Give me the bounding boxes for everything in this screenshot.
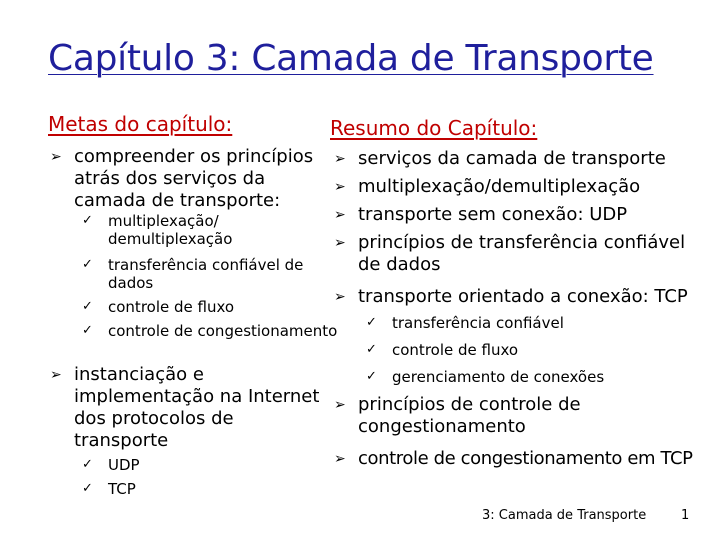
checkmark-bullet-icon: ✓	[366, 342, 377, 357]
checkmark-bullet-icon: ✓	[366, 315, 377, 330]
checkmark-bullet-icon: ✓	[82, 323, 93, 338]
arrow-bullet-icon: ➢	[50, 149, 62, 165]
left-bullet-1: ➢ compreender os princípios atrás dos serviços da camada de transporte:	[50, 146, 314, 211]
left-bullet-2: ➢ instanciação e implementação na Internet dos protocolos de transporte	[50, 364, 320, 451]
checkmark-bullet-icon: ✓	[82, 457, 93, 472]
right-bullet-5: ➢ transporte orientado a conexão: TCP	[334, 286, 688, 307]
right-bullet-2: ➢ multiplexação/demultiplexação	[334, 176, 641, 197]
left-sub-4: ✓ controle de congestionamento	[82, 322, 338, 340]
arrow-bullet-icon: ➢	[334, 207, 346, 223]
left-sub-6: ✓ TCP	[82, 480, 136, 498]
arrow-bullet-icon: ➢	[334, 151, 346, 167]
checkmark-bullet-icon: ✓	[82, 257, 93, 272]
arrow-bullet-icon: ➢	[334, 235, 346, 251]
arrow-bullet-icon: ➢	[334, 179, 346, 195]
right-bullet-4: ➢ princípios de transferência confiável de dados	[334, 232, 686, 275]
checkmark-bullet-icon: ✓	[82, 213, 93, 228]
arrow-bullet-icon: ➢	[334, 451, 346, 467]
arrow-bullet-icon: ➢	[334, 289, 346, 305]
left-heading: Metas do capítulo:	[48, 112, 233, 136]
right-bullet-3: ➢ transporte sem conexão: UDP	[334, 204, 628, 225]
left-sub-5: ✓ UDP	[82, 456, 140, 474]
checkmark-bullet-icon: ✓	[82, 299, 93, 314]
arrow-bullet-icon: ➢	[334, 397, 346, 413]
slide-title: Capítulo 3: Camada de Transporte	[48, 38, 654, 79]
right-bullet-6: ➢ princípios de controle de congestionamento	[334, 394, 581, 437]
right-sub-1: ✓ transferência confiável	[366, 314, 564, 332]
right-bullet-1: ➢ serviços da camada de transporte	[334, 148, 666, 169]
arrow-bullet-icon: ➢	[50, 367, 62, 383]
footer-label: 3: Camada de Transporte	[482, 508, 647, 523]
page-number: 1	[681, 508, 690, 523]
left-sub-3: ✓ controle de fluxo	[82, 298, 235, 316]
left-sub-2: ✓ transferência confiável de dados	[82, 256, 304, 292]
left-sub-1: ✓ multiplexação/ demultiplexação	[82, 212, 233, 248]
right-bullet-7: ➢ controle de congestionamento em TCP	[334, 448, 693, 469]
right-sub-3: ✓ gerenciamento de conexões	[366, 368, 605, 386]
checkmark-bullet-icon: ✓	[82, 481, 93, 496]
right-sub-2: ✓ controle de fluxo	[366, 341, 519, 359]
checkmark-bullet-icon: ✓	[366, 369, 377, 384]
right-heading: Resumo do Capítulo:	[330, 116, 538, 140]
